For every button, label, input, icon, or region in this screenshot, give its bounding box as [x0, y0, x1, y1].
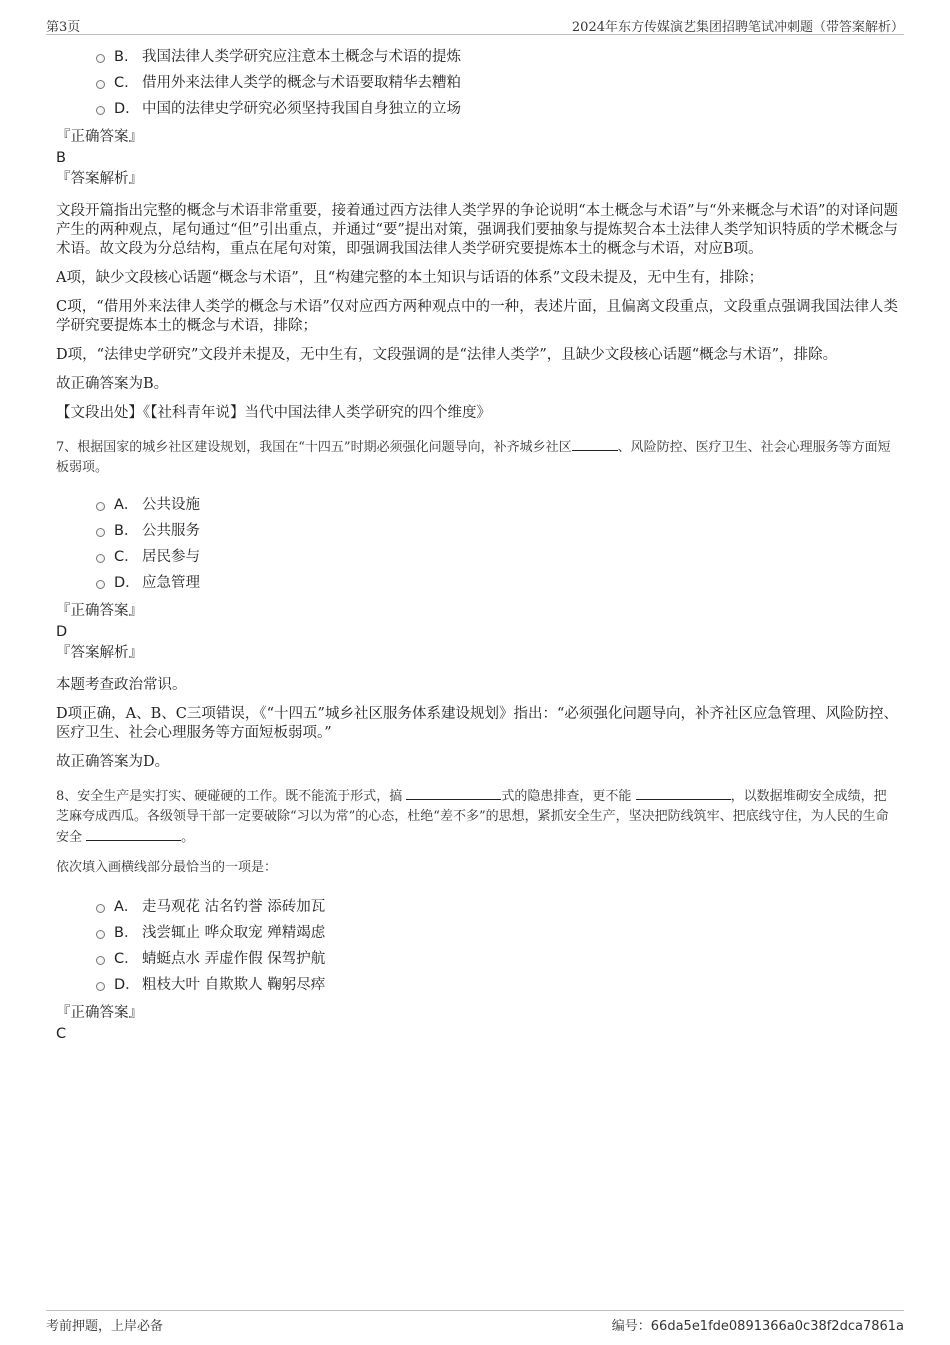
answer-value: B [56, 150, 66, 166]
option-c[interactable]: C. 借用外来法律人类学的概念与术语要取精华去糟粕 [56, 70, 898, 96]
radio-button[interactable] [96, 930, 105, 939]
analysis-conclusion: 故正确答案为D。 [56, 754, 170, 770]
question-stem: 8、安全生产是实打实、硬碰硬的工作。既不能流于形式，搞 式的隐患排查，更不能 ，以数据堆砌安全成绩，把芝麻夸成西瓜。各级领导干部一定要破除“习以为常”的心态，杜绝“差不多”的思想，紧抓安全生产，坚决把防线筑牢、把底线守住，为人民的生命安全 。 [56, 786, 898, 848]
footer-slogan: 考前押题，上岸必备 [46, 1319, 164, 1334]
question-prompt: 依次填入画横线部分最恰当的一项是： [56, 860, 278, 875]
option-b[interactable]: B． 公共服务 [56, 518, 898, 544]
fill-blank [406, 786, 501, 800]
radio-button[interactable] [96, 904, 105, 913]
fill-blank [86, 827, 181, 841]
option-d[interactable]: D． 应急管理 [56, 570, 898, 596]
page-header [46, 14, 904, 35]
analysis-paragraph: C项，“借用外来法律人类学的概念与术语”仅对应西方两种观点中的一种，表述片面，且偏离文段重点，文段重点强调我国法律人类学研究要提炼本土的概念与术语，排除； [56, 299, 898, 334]
analysis-paragraph: D项正确，A、B、C三项错误，《“十四五”城乡社区服务体系建设规划》指出：“必须强化问题导向，补齐社区应急管理、风险防控、医疗卫生、社会心理服务等方面短板弱项。” [56, 706, 898, 741]
fill-blank [636, 786, 731, 800]
radio-button[interactable] [96, 528, 105, 537]
q7-options [56, 492, 898, 596]
analysis-paragraph: D项，“法律史学研究”文段并未提及，无中生有，文段强调的是“法律人类学”，且缺少文段核心话题“概念与术语”，排除。 [56, 347, 838, 363]
answer-value: C [56, 1026, 67, 1042]
page-number: 第3页 [46, 20, 81, 35]
q6-options [56, 44, 898, 122]
question-stem: 7、根据国家的城乡社区建设规划，我国在“十四五”时期必须强化问题导向，补齐城乡社区 、风险防控、医疗卫生、社会心理服务等方面短板弱项。 [56, 437, 898, 478]
analysis-paragraph: 文段开篇指出完整的概念与术语非常重要，接着通过西方法律人类学界的争论说明“本土概念与术语”与“外来概念与术语”的对译问题产生的两种观点，尾句通过“但”引出重点，并通过“要”提出对策，强调我们要抽象与提炼契合本土法律人类学知识特质的学术概念与术语。故文段为分总结构，重点在尾句对策，即强调我国法律人类学研究要提炼本土的概念与术语，对应B项。 [56, 203, 898, 257]
q8-options [56, 894, 898, 998]
option-d[interactable]: D． 粗枝大叶 自欺欺人 鞠躬尽瘁 [56, 972, 898, 998]
answer-label: 『正确答案』 [56, 1005, 143, 1021]
document-id: 编号：66da5e1fde0891366a0c38f2dca7861a [611, 1319, 904, 1334]
radio-button[interactable] [96, 106, 105, 115]
radio-button[interactable] [96, 554, 105, 563]
radio-button[interactable] [96, 54, 105, 63]
option-b[interactable]: B. 我国法律人类学研究应注意本土概念与术语的提炼 [56, 44, 898, 70]
option-c[interactable]: C． 蜻蜓点水 弄虚作假 保驾护航 [56, 946, 898, 972]
radio-button[interactable] [96, 80, 105, 89]
analysis-label: 『答案解析』 [56, 171, 143, 187]
option-a[interactable]: A． 公共设施 [56, 492, 898, 518]
analysis-paragraph: 本题考查政治常识。 [56, 677, 187, 693]
answer-label: 『正确答案』 [56, 129, 143, 145]
option-c[interactable]: C． 居民参与 [56, 544, 898, 570]
answer-label: 『正确答案』 [56, 603, 143, 619]
radio-button[interactable] [96, 580, 105, 589]
page-footer [46, 1310, 904, 1337]
analysis-conclusion: 故正确答案为B。 [56, 376, 169, 392]
option-a[interactable]: A． 走马观花 沽名钓誉 添砖加瓦 [56, 894, 898, 920]
document-title: 2024年东方传媒演艺集团招聘笔试冲刺题（带答案解析） [571, 20, 904, 35]
analysis-paragraph: A项，缺少文段核心话题“概念与术语”，且“构建完整的本土知识与话语的体系”文段未提及，无中生有，排除； [56, 270, 764, 286]
option-d[interactable]: D. 中国的法律史学研究必须坚持我国自身独立的立场 [56, 96, 898, 122]
radio-button[interactable] [96, 956, 105, 965]
analysis-label: 『答案解析』 [56, 645, 143, 661]
document-body [56, 44, 898, 1044]
option-b[interactable]: B． 浅尝辄止 哗众取宠 殚精竭虑 [56, 920, 898, 946]
radio-button[interactable] [96, 982, 105, 991]
radio-button[interactable] [96, 502, 105, 511]
fill-blank [572, 437, 618, 451]
answer-value: D [56, 624, 68, 640]
source-citation: 【文段出处】《【社科青年说】当代中国法律人类学研究的四个维度》 [56, 405, 491, 421]
